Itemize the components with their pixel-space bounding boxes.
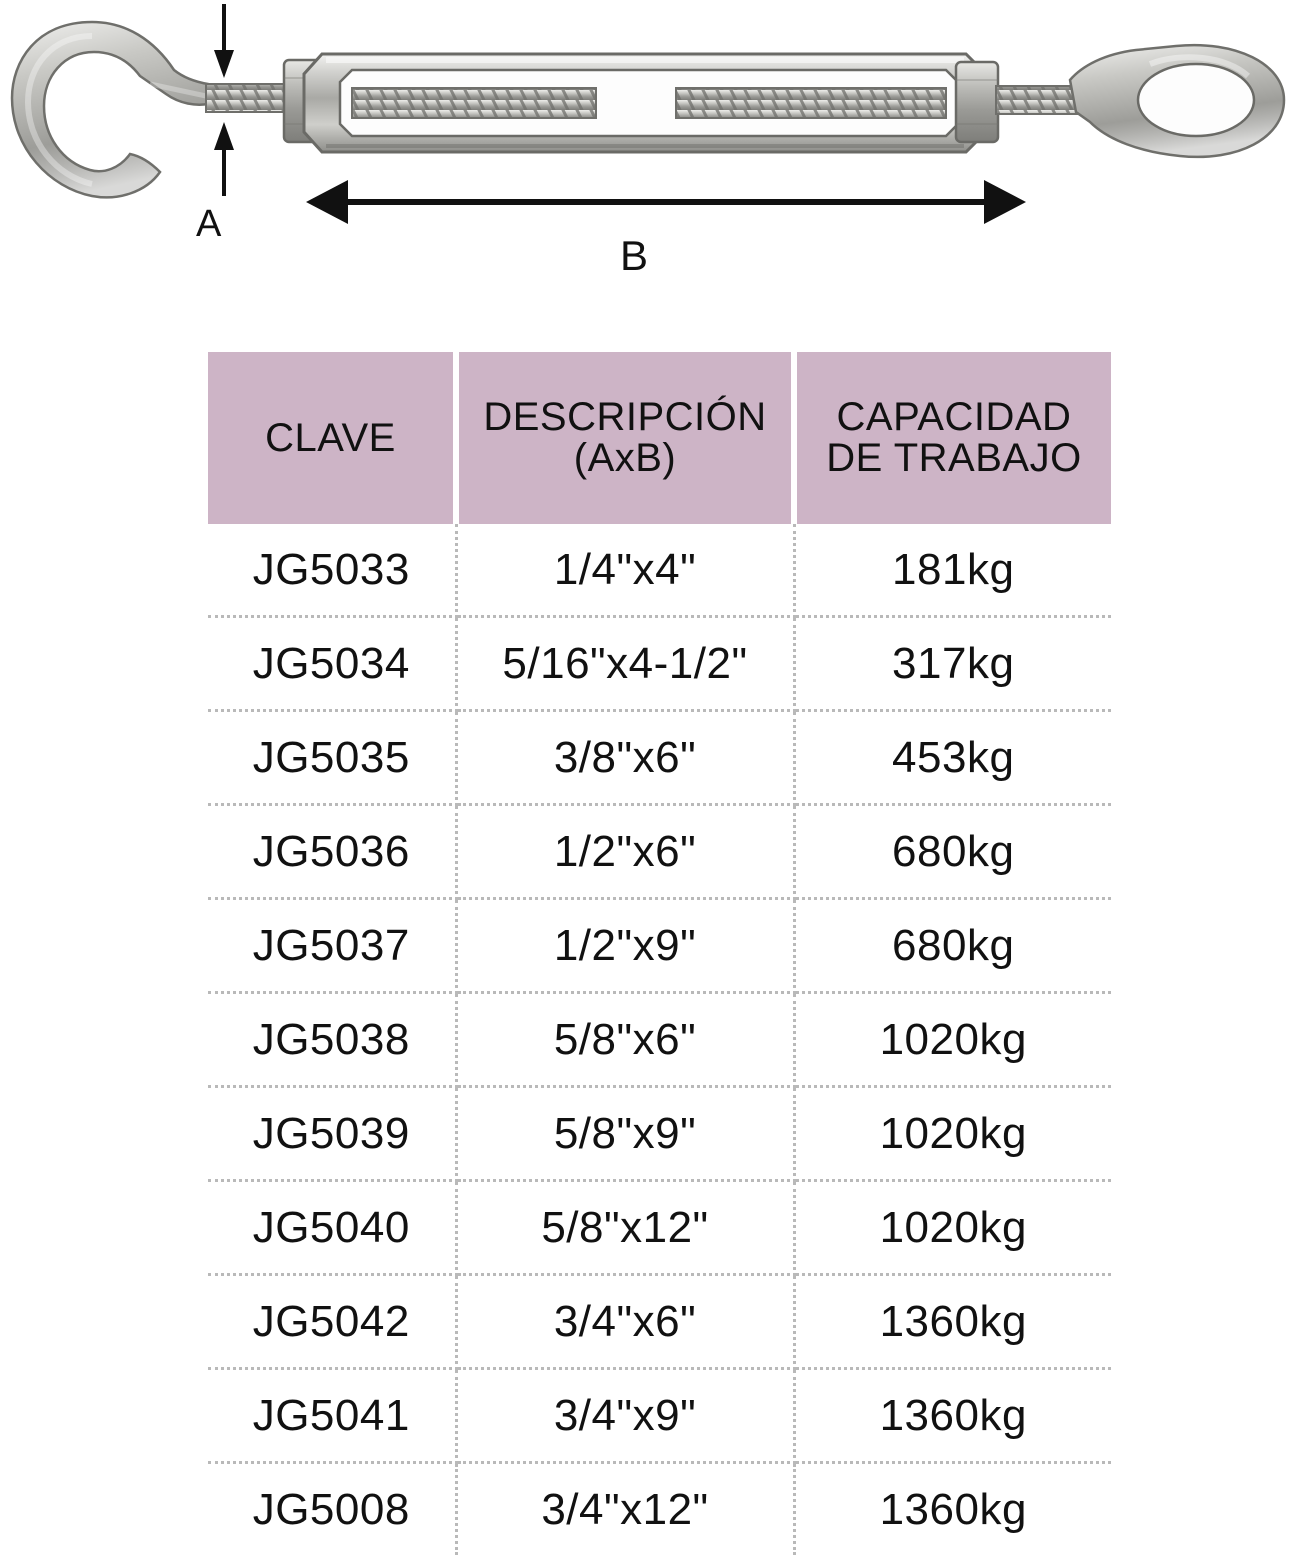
cell-capacidad: 1020kg (794, 993, 1111, 1087)
table-row (208, 1181, 1111, 1275)
table-row (208, 1087, 1111, 1181)
product-illustration (0, 0, 1296, 330)
table-row (208, 993, 1111, 1087)
cell-capacidad: 181kg (794, 524, 1111, 617)
cell-descripcion: 5/8"x12" (456, 1181, 794, 1275)
table-header-row (208, 352, 1111, 524)
cell-clave: JG5036 (208, 805, 456, 899)
cell-clave: JG5038 (208, 993, 456, 1087)
table-row (208, 617, 1111, 711)
column-header-clave (208, 352, 456, 524)
dimension-b-arrow (306, 180, 1026, 224)
right-lock-nut (956, 62, 998, 142)
eye-end (1070, 45, 1284, 157)
cell-capacidad: 317kg (794, 617, 1111, 711)
cell-descripcion: 1/2"x9" (456, 899, 794, 993)
cell-descripcion: 5/16"x4-1/2" (456, 617, 794, 711)
right-threaded-rod (996, 86, 1078, 114)
cell-descripcion: 5/8"x6" (456, 993, 794, 1087)
dimension-b-label: B (620, 232, 649, 280)
table-body (208, 524, 1111, 1555)
cell-capacidad: 680kg (794, 899, 1111, 993)
cell-capacidad: 1020kg (794, 1087, 1111, 1181)
table-row (208, 711, 1111, 805)
specifications-table (208, 352, 1111, 1555)
cell-capacidad: 1360kg (794, 1275, 1111, 1369)
specifications-table-container (208, 352, 1111, 1555)
dimension-a-label: A (196, 203, 222, 246)
cell-clave: JG5033 (208, 524, 456, 617)
column-header-descripcion-text: DESCRIPCIÓN (483, 395, 766, 439)
cell-descripcion: 1/4"x4" (456, 524, 794, 617)
table-row (208, 1275, 1111, 1369)
cell-clave: JG5041 (208, 1369, 456, 1463)
cell-descripcion: 3/4"x6" (456, 1275, 794, 1369)
cell-clave: JG5042 (208, 1275, 456, 1369)
cell-capacidad: 1020kg (794, 1181, 1111, 1275)
table-row (208, 1369, 1111, 1463)
table-row (208, 1463, 1111, 1555)
column-header-descripcion (456, 352, 794, 524)
turnbuckle-diagram (0, 0, 1296, 330)
hook-end (12, 22, 214, 197)
column-header-clave-text: CLAVE (265, 416, 396, 460)
cell-descripcion: 1/2"x6" (456, 805, 794, 899)
cell-descripcion: 3/4"x9" (456, 1369, 794, 1463)
column-header-capacidad-text: CAPACIDAD (837, 395, 1072, 439)
cell-clave: JG5037 (208, 899, 456, 993)
cell-descripcion: 5/8"x9" (456, 1087, 794, 1181)
cell-capacidad: 680kg (794, 805, 1111, 899)
column-header-capacidad-sub: DE TRABAJO (803, 438, 1105, 479)
column-header-capacidad (794, 352, 1111, 524)
table-row (208, 899, 1111, 993)
cell-capacidad: 453kg (794, 711, 1111, 805)
cell-descripcion: 3/4"x12" (456, 1463, 794, 1555)
table-row (208, 805, 1111, 899)
cell-clave: JG5035 (208, 711, 456, 805)
cell-clave: JG5040 (208, 1181, 456, 1275)
cell-clave: JG5008 (208, 1463, 456, 1555)
cell-capacidad: 1360kg (794, 1463, 1111, 1555)
cell-clave: JG5039 (208, 1087, 456, 1181)
cell-capacidad: 1360kg (794, 1369, 1111, 1463)
column-header-descripcion-sub: (AxB) (465, 438, 785, 479)
table-row (208, 524, 1111, 617)
cell-clave: JG5034 (208, 617, 456, 711)
cell-descripcion: 3/8"x6" (456, 711, 794, 805)
